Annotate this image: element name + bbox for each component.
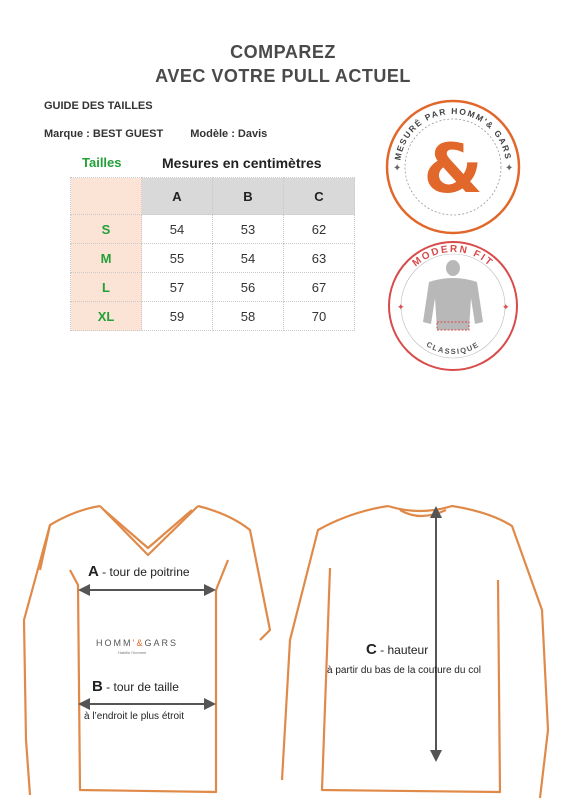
table-corner-cell (71, 178, 142, 215)
table-row (71, 273, 355, 302)
measured-badge (383, 97, 523, 237)
brand-text: Marque : BEST GUEST (44, 128, 164, 140)
table-cell: 56 (213, 273, 284, 302)
size-label: XL (71, 302, 142, 331)
fit-badge-bottom-text: CLASSIQUE (424, 339, 482, 357)
column-header: B (213, 178, 284, 215)
front-shirt-outline (24, 506, 270, 795)
shirt-diagrams (0, 480, 566, 800)
units-header: Mesures en centimètres (162, 155, 322, 171)
fit-badge (385, 238, 521, 374)
table-cell: 58 (213, 302, 284, 331)
page-title-line1: COMPAREZ (230, 42, 336, 62)
height-label: C - hauteur (366, 641, 429, 658)
logo-tagline: Habille l'homme (118, 650, 147, 655)
chest-label: A - tour de poitrine (88, 563, 190, 580)
column-header: A (142, 178, 213, 215)
table-cell: 67 (284, 273, 355, 302)
svg-text:✦: ✦ (393, 163, 402, 174)
table-cell: 55 (142, 244, 213, 273)
table-row (71, 215, 355, 244)
sizes-header: Tailles (82, 155, 122, 170)
size-table (70, 177, 355, 331)
table-cell: 53 (213, 215, 284, 244)
table-cell: 62 (284, 215, 355, 244)
table-cell: 54 (213, 244, 284, 273)
table-cell: 70 (284, 302, 355, 331)
brand-model-line (44, 128, 291, 140)
table-cell: 54 (142, 215, 213, 244)
height-sublabel: à partir du bas de la couture du col (327, 665, 481, 676)
svg-text:✦: ✦ (505, 163, 514, 174)
svg-text:✦: ✦ (397, 303, 405, 313)
svg-text:CLASSIQUE (425, 340, 481, 356)
waist-label: B - tour de taille (92, 678, 179, 695)
table-cell: 63 (284, 244, 355, 273)
table-row (71, 244, 355, 273)
table-row (71, 302, 355, 331)
measured-badge-text: MESURÉ PAR HOMM'& GARS (392, 105, 514, 162)
ampersand-icon: & (423, 130, 483, 209)
svg-text:✦: ✦ (502, 303, 510, 313)
column-header: C (284, 178, 355, 215)
torso-icon (423, 260, 483, 330)
table-cell: 57 (142, 273, 213, 302)
fit-badge-top-text: MODERN FIT (410, 243, 496, 270)
size-label: S (71, 215, 142, 244)
table-header-row (71, 178, 355, 215)
brand-logo: HOMM’&GARS (96, 638, 179, 648)
table-cell: 59 (142, 302, 213, 331)
guide-label: GUIDE DES TAILLES (44, 100, 153, 112)
size-label: M (71, 244, 142, 273)
waist-sublabel: à l’endroit le plus étroit (84, 711, 185, 722)
size-label: L (71, 273, 142, 302)
page-title-line2: AVEC VOTRE PULL ACTUEL (155, 66, 411, 86)
model-text: Modèle : Davis (190, 128, 268, 140)
